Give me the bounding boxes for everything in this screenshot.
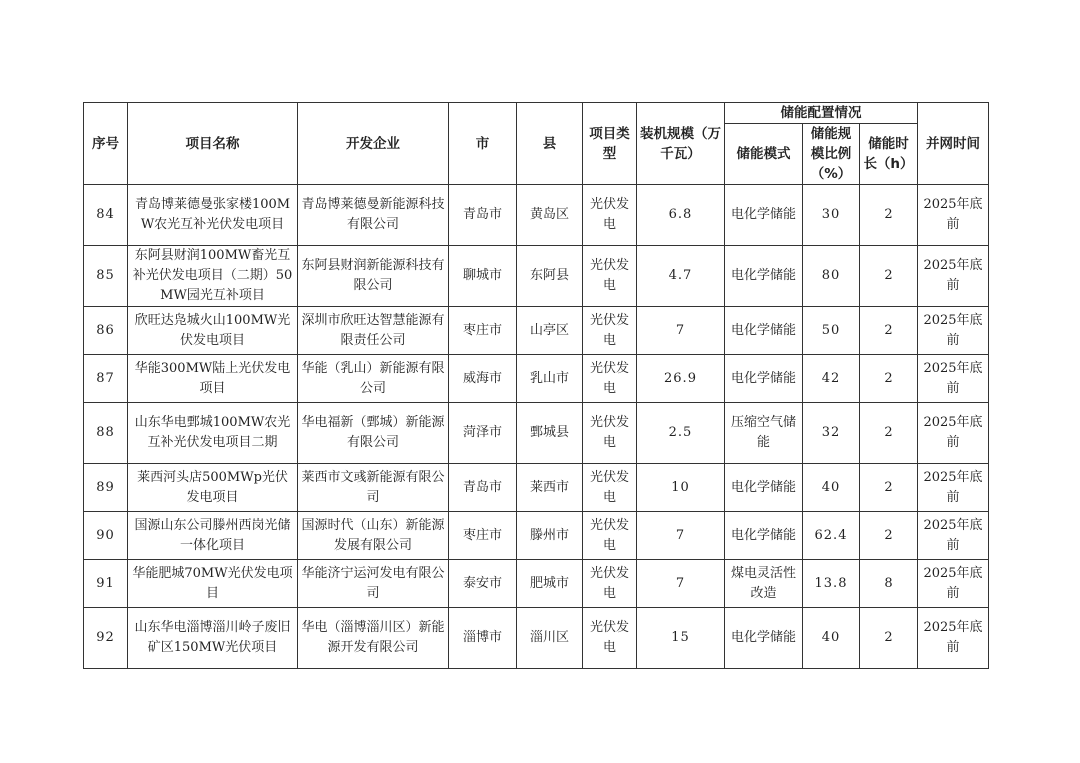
cell-type: 光伏发电 [583, 307, 637, 355]
header-grid-time: 并网时间 [918, 103, 989, 185]
cell-grid-time: 2025年底前 [918, 185, 989, 246]
cell-city: 枣庄市 [449, 307, 517, 355]
cell-capacity: 26.9 [637, 355, 725, 403]
cell-grid-time: 2025年底前 [918, 560, 989, 608]
cell-county: 山亭区 [517, 307, 583, 355]
cell-company: 深圳市欣旺达智慧能源有限责任公司 [298, 307, 449, 355]
cell-type: 光伏发电 [583, 464, 637, 512]
cell-company: 华电（淄博淄川区）新能源开发有限公司 [298, 608, 449, 669]
header-storage-mode: 储能模式 [725, 124, 803, 185]
table-row [84, 403, 989, 464]
cell-seq: 86 [84, 307, 128, 355]
cell-city: 枣庄市 [449, 512, 517, 560]
cell-storage-ratio: 40 [803, 464, 860, 512]
cell-storage-mode: 电化学储能 [725, 512, 803, 560]
cell-storage-hours: 2 [860, 403, 918, 464]
cell-type: 光伏发电 [583, 355, 637, 403]
cell-seq: 90 [84, 512, 128, 560]
cell-storage-ratio: 50 [803, 307, 860, 355]
cell-company: 华能济宁运河发电有限公司 [298, 560, 449, 608]
cell-storage-mode: 压缩空气储能 [725, 403, 803, 464]
cell-project-name: 东阿县财润100MW畜光互补光伏发电项目（二期）50MW园光互补项目 [128, 246, 298, 307]
cell-seq: 87 [84, 355, 128, 403]
cell-storage-ratio: 80 [803, 246, 860, 307]
table-row [84, 246, 989, 307]
cell-storage-hours: 2 [860, 246, 918, 307]
cell-county: 乳山市 [517, 355, 583, 403]
table-row [84, 307, 989, 355]
projects-table [83, 102, 989, 669]
cell-seq: 88 [84, 403, 128, 464]
header-type: 项目类型 [583, 103, 637, 185]
cell-project-name: 华能肥城70MW光伏发电项目 [128, 560, 298, 608]
cell-storage-ratio: 30 [803, 185, 860, 246]
cell-city: 菏泽市 [449, 403, 517, 464]
cell-storage-mode: 电化学储能 [725, 246, 803, 307]
cell-capacity: 6.8 [637, 185, 725, 246]
cell-county: 鄄城县 [517, 403, 583, 464]
header-capacity: 装机规模（万千瓦） [637, 103, 725, 185]
header-storage-group: 储能配置情况 [725, 103, 918, 124]
cell-grid-time: 2025年底前 [918, 355, 989, 403]
cell-city: 泰安市 [449, 560, 517, 608]
cell-project-name: 欣旺达凫城火山100MW光伏发电项目 [128, 307, 298, 355]
cell-storage-hours: 2 [860, 307, 918, 355]
cell-type: 光伏发电 [583, 185, 637, 246]
cell-city: 淄博市 [449, 608, 517, 669]
cell-type: 光伏发电 [583, 403, 637, 464]
cell-company: 国源时代（山东）新能源发展有限公司 [298, 512, 449, 560]
cell-storage-ratio: 42 [803, 355, 860, 403]
cell-city: 青岛市 [449, 464, 517, 512]
cell-grid-time: 2025年底前 [918, 307, 989, 355]
cell-type: 光伏发电 [583, 246, 637, 307]
cell-project-name: 青岛博莱德曼张家楼100MW农光互补光伏发电项目 [128, 185, 298, 246]
cell-company: 华电福新（鄄城）新能源有限公司 [298, 403, 449, 464]
header-county: 县 [517, 103, 583, 185]
cell-storage-hours: 2 [860, 608, 918, 669]
cell-project-name: 国源山东公司滕州西岗光储一体化项目 [128, 512, 298, 560]
header-storage-hours: 储能时长（h） [860, 124, 918, 185]
cell-type: 光伏发电 [583, 560, 637, 608]
cell-seq: 85 [84, 246, 128, 307]
cell-seq: 91 [84, 560, 128, 608]
cell-storage-hours: 8 [860, 560, 918, 608]
cell-grid-time: 2025年底前 [918, 608, 989, 669]
cell-storage-hours: 2 [860, 512, 918, 560]
cell-county: 东阿县 [517, 246, 583, 307]
table-row [84, 464, 989, 512]
cell-city: 威海市 [449, 355, 517, 403]
cell-seq: 89 [84, 464, 128, 512]
table-row [84, 355, 989, 403]
cell-storage-hours: 2 [860, 355, 918, 403]
cell-storage-mode: 煤电灵活性改造 [725, 560, 803, 608]
cell-city: 聊城市 [449, 246, 517, 307]
cell-capacity: 7 [637, 307, 725, 355]
cell-city: 青岛市 [449, 185, 517, 246]
table-row [84, 560, 989, 608]
header-seq: 序号 [84, 103, 128, 185]
cell-capacity: 7 [637, 512, 725, 560]
header-storage-ratio: 储能规模比例（%） [803, 124, 860, 185]
cell-project-name: 山东华电淄博淄川岭子废旧矿区150MW光伏项目 [128, 608, 298, 669]
table-row [84, 608, 989, 669]
cell-storage-hours: 2 [860, 464, 918, 512]
cell-project-name: 莱西河头店500MWp光伏发电项目 [128, 464, 298, 512]
cell-seq: 84 [84, 185, 128, 246]
cell-storage-ratio: 62.4 [803, 512, 860, 560]
cell-capacity: 2.5 [637, 403, 725, 464]
table-row [84, 512, 989, 560]
cell-grid-time: 2025年底前 [918, 512, 989, 560]
cell-company: 东阿县财润新能源科技有限公司 [298, 246, 449, 307]
cell-company: 青岛博莱德曼新能源科技有限公司 [298, 185, 449, 246]
cell-county: 肥城市 [517, 560, 583, 608]
cell-project-name: 华能300MW陆上光伏发电项目 [128, 355, 298, 403]
cell-storage-ratio: 13.8 [803, 560, 860, 608]
cell-storage-mode: 电化学储能 [725, 608, 803, 669]
cell-storage-mode: 电化学储能 [725, 464, 803, 512]
cell-storage-hours: 2 [860, 185, 918, 246]
cell-storage-mode: 电化学储能 [725, 185, 803, 246]
cell-county: 莱西市 [517, 464, 583, 512]
header-company: 开发企业 [298, 103, 449, 185]
cell-project-name: 山东华电鄄城100MW农光互补光伏发电项目二期 [128, 403, 298, 464]
cell-type: 光伏发电 [583, 512, 637, 560]
cell-storage-ratio: 40 [803, 608, 860, 669]
cell-capacity: 4.7 [637, 246, 725, 307]
cell-capacity: 7 [637, 560, 725, 608]
cell-grid-time: 2025年底前 [918, 403, 989, 464]
cell-storage-mode: 电化学储能 [725, 307, 803, 355]
cell-storage-mode: 电化学储能 [725, 355, 803, 403]
cell-company: 莱西市文彧新能源有限公司 [298, 464, 449, 512]
cell-county: 滕州市 [517, 512, 583, 560]
cell-county: 淄川区 [517, 608, 583, 669]
cell-grid-time: 2025年底前 [918, 246, 989, 307]
table-row [84, 185, 989, 246]
cell-type: 光伏发电 [583, 608, 637, 669]
header-city: 市 [449, 103, 517, 185]
cell-grid-time: 2025年底前 [918, 464, 989, 512]
header-name: 项目名称 [128, 103, 298, 185]
cell-county: 黄岛区 [517, 185, 583, 246]
cell-capacity: 15 [637, 608, 725, 669]
cell-company: 华能（乳山）新能源有限公司 [298, 355, 449, 403]
cell-capacity: 10 [637, 464, 725, 512]
cell-seq: 92 [84, 608, 128, 669]
cell-storage-ratio: 32 [803, 403, 860, 464]
